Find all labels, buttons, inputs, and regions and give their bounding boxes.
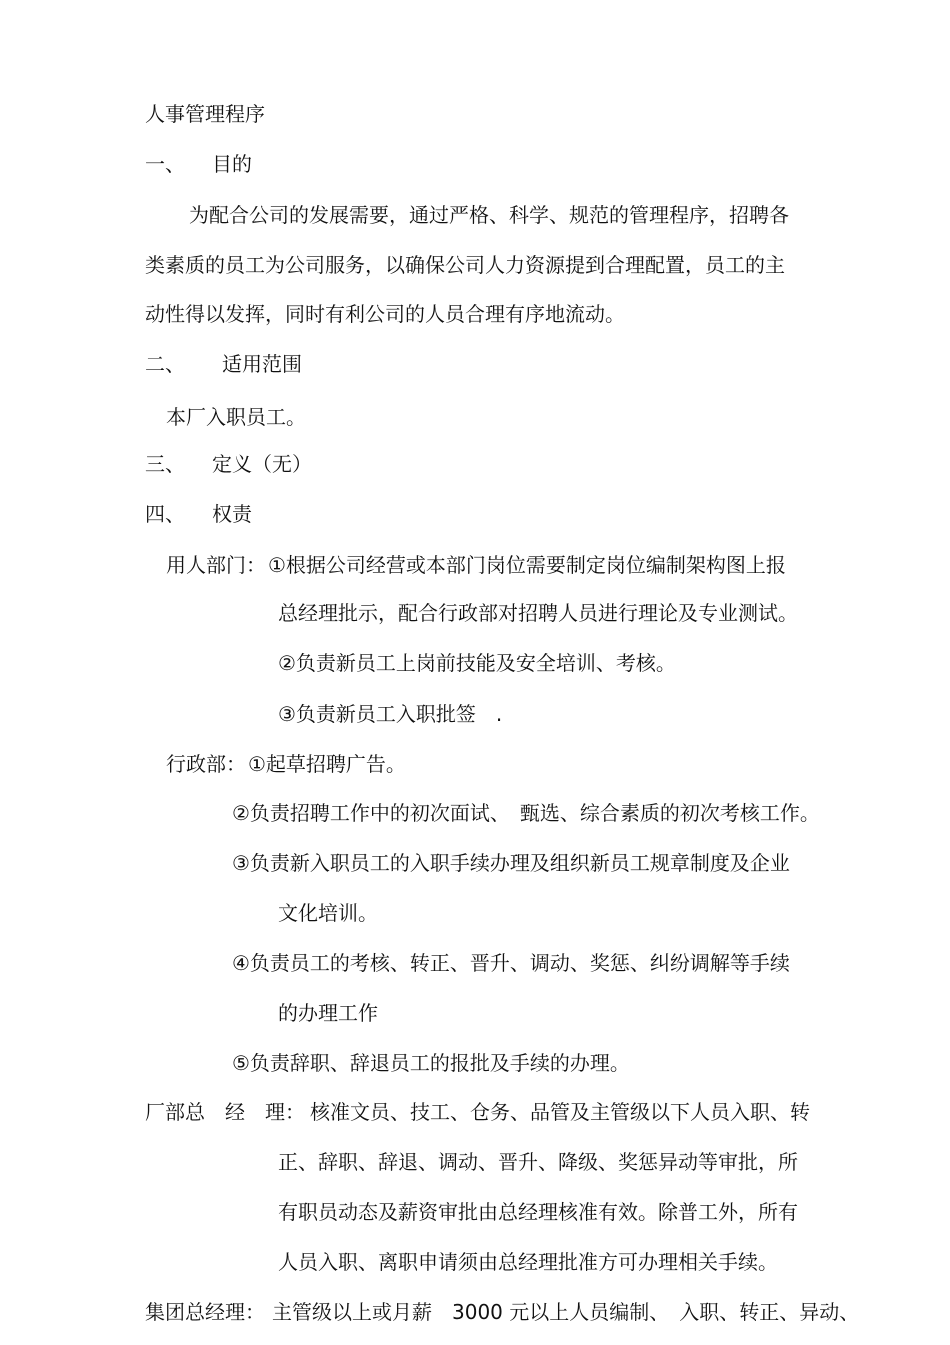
admin-dept-item-4-line-2: 的办理工作 [278, 1001, 378, 1025]
admin-dept-label: 行政部： [166, 752, 246, 776]
section-heading-scope: 适用范围 [222, 352, 302, 376]
admin-dept-item-1: ①起草招聘广告。 [248, 752, 406, 776]
factory-gm-line-2: 正、辞职、辞退、调动、晋升、降级、奖惩异动等审批，所 [278, 1150, 798, 1174]
section-heading-definition: 定义（无） [212, 452, 312, 476]
scope-text: 本厂入职员工。 [166, 405, 306, 429]
hiring-dept-item-2: ②负责新员工上岗前技能及安全培训、考核。 [278, 651, 676, 675]
section-number-3: 三、 [145, 452, 185, 476]
hiring-dept-label: 用人部门： [166, 553, 266, 577]
section-heading-responsibilities: 权责 [212, 502, 252, 526]
group-gm-label: 集团总经理： [145, 1300, 265, 1324]
section-number-1: 一、 [145, 152, 185, 176]
factory-gm-line-3: 有职员动态及薪资审批由总经理核准有效。除普工外，所有 [278, 1200, 798, 1224]
hiring-dept-item-1-line-2: 总经理批示，配合行政部对招聘人员进行理论及专业测试。 [278, 601, 798, 625]
admin-dept-item-3-line-1: ③负责新入职员工的入职手续办理及组织新员工规章制度及企业 [232, 851, 790, 875]
page-title: 人事管理程序 [145, 102, 265, 126]
factory-gm-label: 厂部总 经 理： [145, 1100, 305, 1124]
purpose-line-2: 类素质的员工为公司服务，以确保公司人力资源提到合理配置，员工的主 [145, 253, 785, 277]
admin-dept-item-4-line-1: ④负责员工的考核、转正、晋升、调动、奖惩、纠纷调解等手续 [232, 951, 790, 975]
section-number-4: 四、 [145, 502, 185, 526]
section-number-2: 二、 [145, 352, 185, 376]
purpose-line-3: 动性得以发挥，同时有利公司的人员合理有序地流动。 [145, 302, 625, 326]
purpose-line-1: 为配合公司的发展需要，通过严格、科学、规范的管理程序，招聘各 [189, 203, 789, 227]
factory-gm-line-4: 人员入职、离职申请须由总经理批准方可办理相关手续。 [278, 1250, 778, 1274]
admin-dept-item-5: ⑤负责辞职、辞退员工的报批及手续的办理。 [232, 1051, 630, 1075]
group-gm-line-1: 主管级以上或月薪 3000 元以上人员编制、 入职、转正、异动、 [272, 1300, 860, 1324]
hiring-dept-item-1-line-1: ①根据公司经营或本部门岗位需要制定岗位编制架构图上报 [268, 553, 786, 577]
hiring-dept-item-3: ③负责新员工入职批签 . [278, 702, 503, 726]
admin-dept-item-3-line-2: 文化培训。 [278, 901, 378, 925]
section-heading-purpose: 目的 [212, 152, 252, 176]
factory-gm-line-1: 核准文员、技工、仓务、品管及主管级以下人员入职、转 [310, 1100, 810, 1124]
admin-dept-item-2: ②负责招聘工作中的初次面试、 甄选、综合素质的初次考核工作。 [232, 801, 820, 825]
